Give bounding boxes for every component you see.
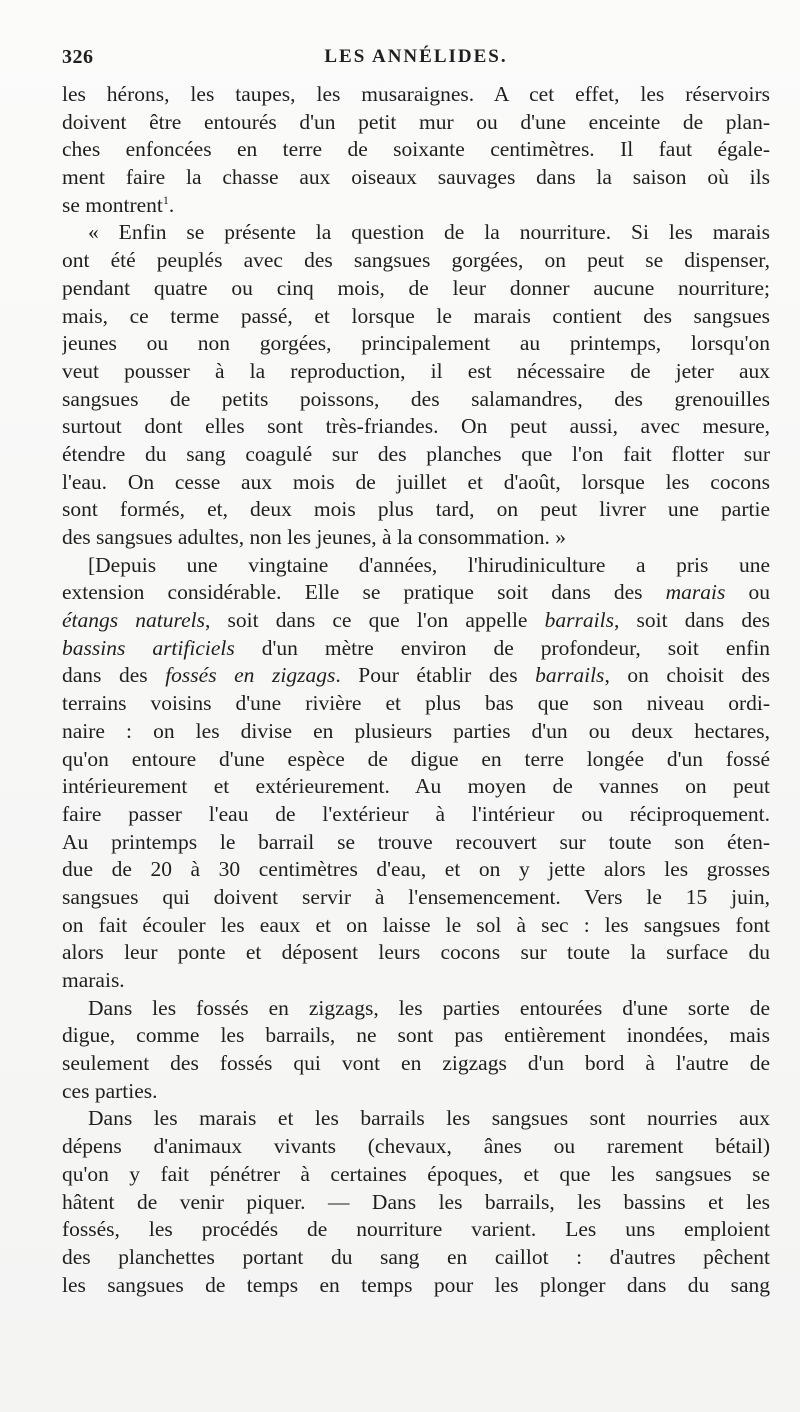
text-line	[62, 718, 770, 746]
text-line	[62, 746, 770, 774]
text-segment: .	[168, 192, 175, 217]
text-segment: ces parties.	[62, 1078, 158, 1103]
text-line	[62, 995, 770, 1023]
text-segment: digue, comme les barrails, ne sont pas entièrement inondées, mais	[62, 1023, 770, 1048]
text-segment: veut pousser à la reproduction, il est nécessaire de jeter aux	[62, 358, 770, 383]
text-segment: ont été peuplés avec des sangsues gorgées, on peut se dispenser,	[62, 248, 770, 273]
text-segment: faire passer l'eau de l'extérieur à l'intérieur ou réciproquement.	[62, 801, 770, 826]
text-segment: [Depuis une vingtaine d'années, l'hirudiniculture a pris une	[88, 552, 770, 577]
text-segment: d'un mètre environ de profondeur, soit enfin	[234, 635, 770, 660]
text-segment: Dans les marais et les barrails les sangsues sont nourries aux	[88, 1106, 770, 1131]
italic-text: barrails	[544, 608, 614, 633]
text-line	[62, 856, 770, 884]
text-segment: qu'on y fait pénétrer à certaines époques, et que les sangsues se	[62, 1161, 770, 1186]
italic-text: fossés en zigzags	[165, 663, 336, 688]
text-segment: ches enfoncées en terre de soixante centimètres. Il faut égale-	[62, 137, 770, 162]
text-line	[62, 1272, 770, 1300]
text-line	[62, 1133, 770, 1161]
text-segment: sont formés, et, deux mois plus tard, on peut livrer une partie	[62, 497, 770, 522]
text-segment: hâtent de venir piquer. — Dans les barrails, les bassins et les	[62, 1189, 770, 1214]
text-line	[62, 801, 770, 829]
text-line	[62, 192, 770, 220]
text-line	[62, 164, 770, 192]
text-line	[62, 1189, 770, 1217]
italic-text: bassins artificiels	[62, 635, 235, 660]
text-segment: intérieurement et extérieurement. Au moyen de vannes on peut	[62, 774, 770, 799]
text-segment: ment faire la chasse aux oiseaux sauvages dans la saison où ils	[62, 165, 770, 190]
text-segment: mais, ce terme passé, et lorsque le marais contient des sangsues	[62, 303, 770, 328]
text-segment: alors leur ponte et déposent leurs cocons sur toute la surface du	[62, 940, 770, 965]
text-segment: jeunes ou non gorgées, principalement au printemps, lorsqu'on	[62, 331, 770, 356]
text-segment: , soit dans ce que l'on appelle	[205, 608, 545, 633]
text-line	[62, 579, 770, 607]
text-line	[62, 773, 770, 801]
text-line	[62, 1022, 770, 1050]
text-segment: marais.	[62, 968, 125, 992]
text-line	[62, 275, 770, 303]
text-segment: pendant quatre ou cinq mois, de leur donner aucune nourriture;	[62, 275, 770, 300]
text-segment: due de 20 à 30 centimètres d'eau, et on y jette alors les grosses	[62, 857, 770, 882]
text-segment: dans des	[62, 663, 166, 688]
text-line	[62, 136, 770, 164]
text-line	[62, 358, 770, 386]
text-line	[62, 662, 770, 690]
text-line	[62, 1105, 770, 1133]
text-segment: fossés, les procédés de nourriture varient. Les uns emploient	[62, 1217, 770, 1242]
italic-text: étangs naturels	[62, 608, 205, 633]
text-line	[62, 1216, 770, 1244]
text-segment: , on choisit des	[604, 663, 770, 688]
text-segment: des planchettes portant du sang en caillot : d'autres pêchent	[62, 1244, 770, 1269]
text-line	[62, 219, 770, 247]
text-line	[62, 635, 770, 663]
text-line	[62, 441, 770, 469]
text-line	[62, 496, 770, 524]
text-line	[62, 607, 770, 635]
text-segment: étendre du sang coagulé sur des planches que l'on fait flotter sur	[62, 441, 770, 466]
text-segment: Au printemps le barrail se trouve recouvert sur toute son éten-	[62, 829, 770, 854]
text-line	[62, 524, 770, 552]
italic-text: marais	[665, 580, 726, 605]
text-line	[62, 303, 770, 331]
text-segment: sangsues de petits poissons, des salamandres, des grenouilles	[62, 386, 770, 411]
text-line	[62, 469, 770, 497]
text-line	[62, 1078, 770, 1106]
text-segment: doivent être entourés d'un petit mur ou d'une enceinte de plan-	[62, 109, 770, 134]
text-line	[62, 1050, 770, 1078]
text-line	[62, 967, 770, 995]
text-segment: , soit dans des	[613, 608, 770, 633]
text-segment: qu'on entoure d'une espèce de digue en terre longée d'un fossé	[62, 746, 770, 771]
body-text	[62, 81, 770, 1299]
text-segment: . Pour établir des	[335, 663, 536, 688]
text-segment: l'eau. On cesse aux mois de juillet et d'août, lorsque les cocons	[62, 469, 770, 494]
text-segment: seulement des fossés qui vont en zigzags d'un bord à l'autre de	[62, 1051, 770, 1076]
page-number: 326	[62, 46, 94, 68]
text-segment: sangsues qui doivent servir à l'ensemencement. Vers le 15 juin,	[62, 884, 770, 909]
text-line	[62, 81, 770, 109]
text-line	[62, 386, 770, 414]
text-segment: des sangsues adultes, non les jeunes, à la consommation. »	[62, 525, 566, 549]
text-line	[62, 552, 770, 580]
text-line	[62, 939, 770, 967]
text-line	[62, 1244, 770, 1272]
text-line	[62, 829, 770, 857]
text-segment: extension considérable. Elle se pratique soit dans des	[62, 580, 666, 605]
text-line	[62, 690, 770, 718]
text-segment: les hérons, les taupes, les musaraignes. A cet effet, les réservoirs	[62, 82, 770, 106]
text-segment: ou	[725, 580, 770, 605]
text-line	[62, 413, 770, 441]
text-segment: surtout dont elles sont très-friandes. On peut aussi, avec mesure,	[62, 414, 770, 439]
text-segment: on fait écouler les eaux et on laisse le sol à sec : les sangsues font	[62, 912, 770, 937]
text-segment: se montrent	[62, 192, 163, 217]
text-segment: dépens d'animaux vivants (chevaux, ânes ou rarement bétail)	[62, 1134, 770, 1159]
running-title: LES ANNÉLIDES.	[324, 46, 508, 67]
text-line	[62, 884, 770, 912]
text-segment: Dans les fossés en zigzags, les parties entourées d'une sorte de	[88, 995, 770, 1020]
text-segment: naire : on les divise en plusieurs parties d'un ou deux hectares,	[62, 718, 770, 743]
text-line	[62, 109, 770, 137]
running-head	[62, 46, 770, 76]
footnote-marker: 1	[162, 192, 169, 207]
text-line	[62, 1161, 770, 1189]
text-segment: les sangsues de temps en temps pour les plonger dans du sang	[62, 1272, 770, 1297]
text-segment: « Enfin se présente la question de la nourriture. Si les marais	[88, 220, 770, 245]
text-segment: terrains voisins d'une rivière et plus bas que son niveau ordi-	[62, 691, 770, 716]
italic-text: barrails	[535, 663, 605, 688]
text-line	[62, 330, 770, 358]
text-line	[62, 912, 770, 940]
text-line	[62, 247, 770, 275]
